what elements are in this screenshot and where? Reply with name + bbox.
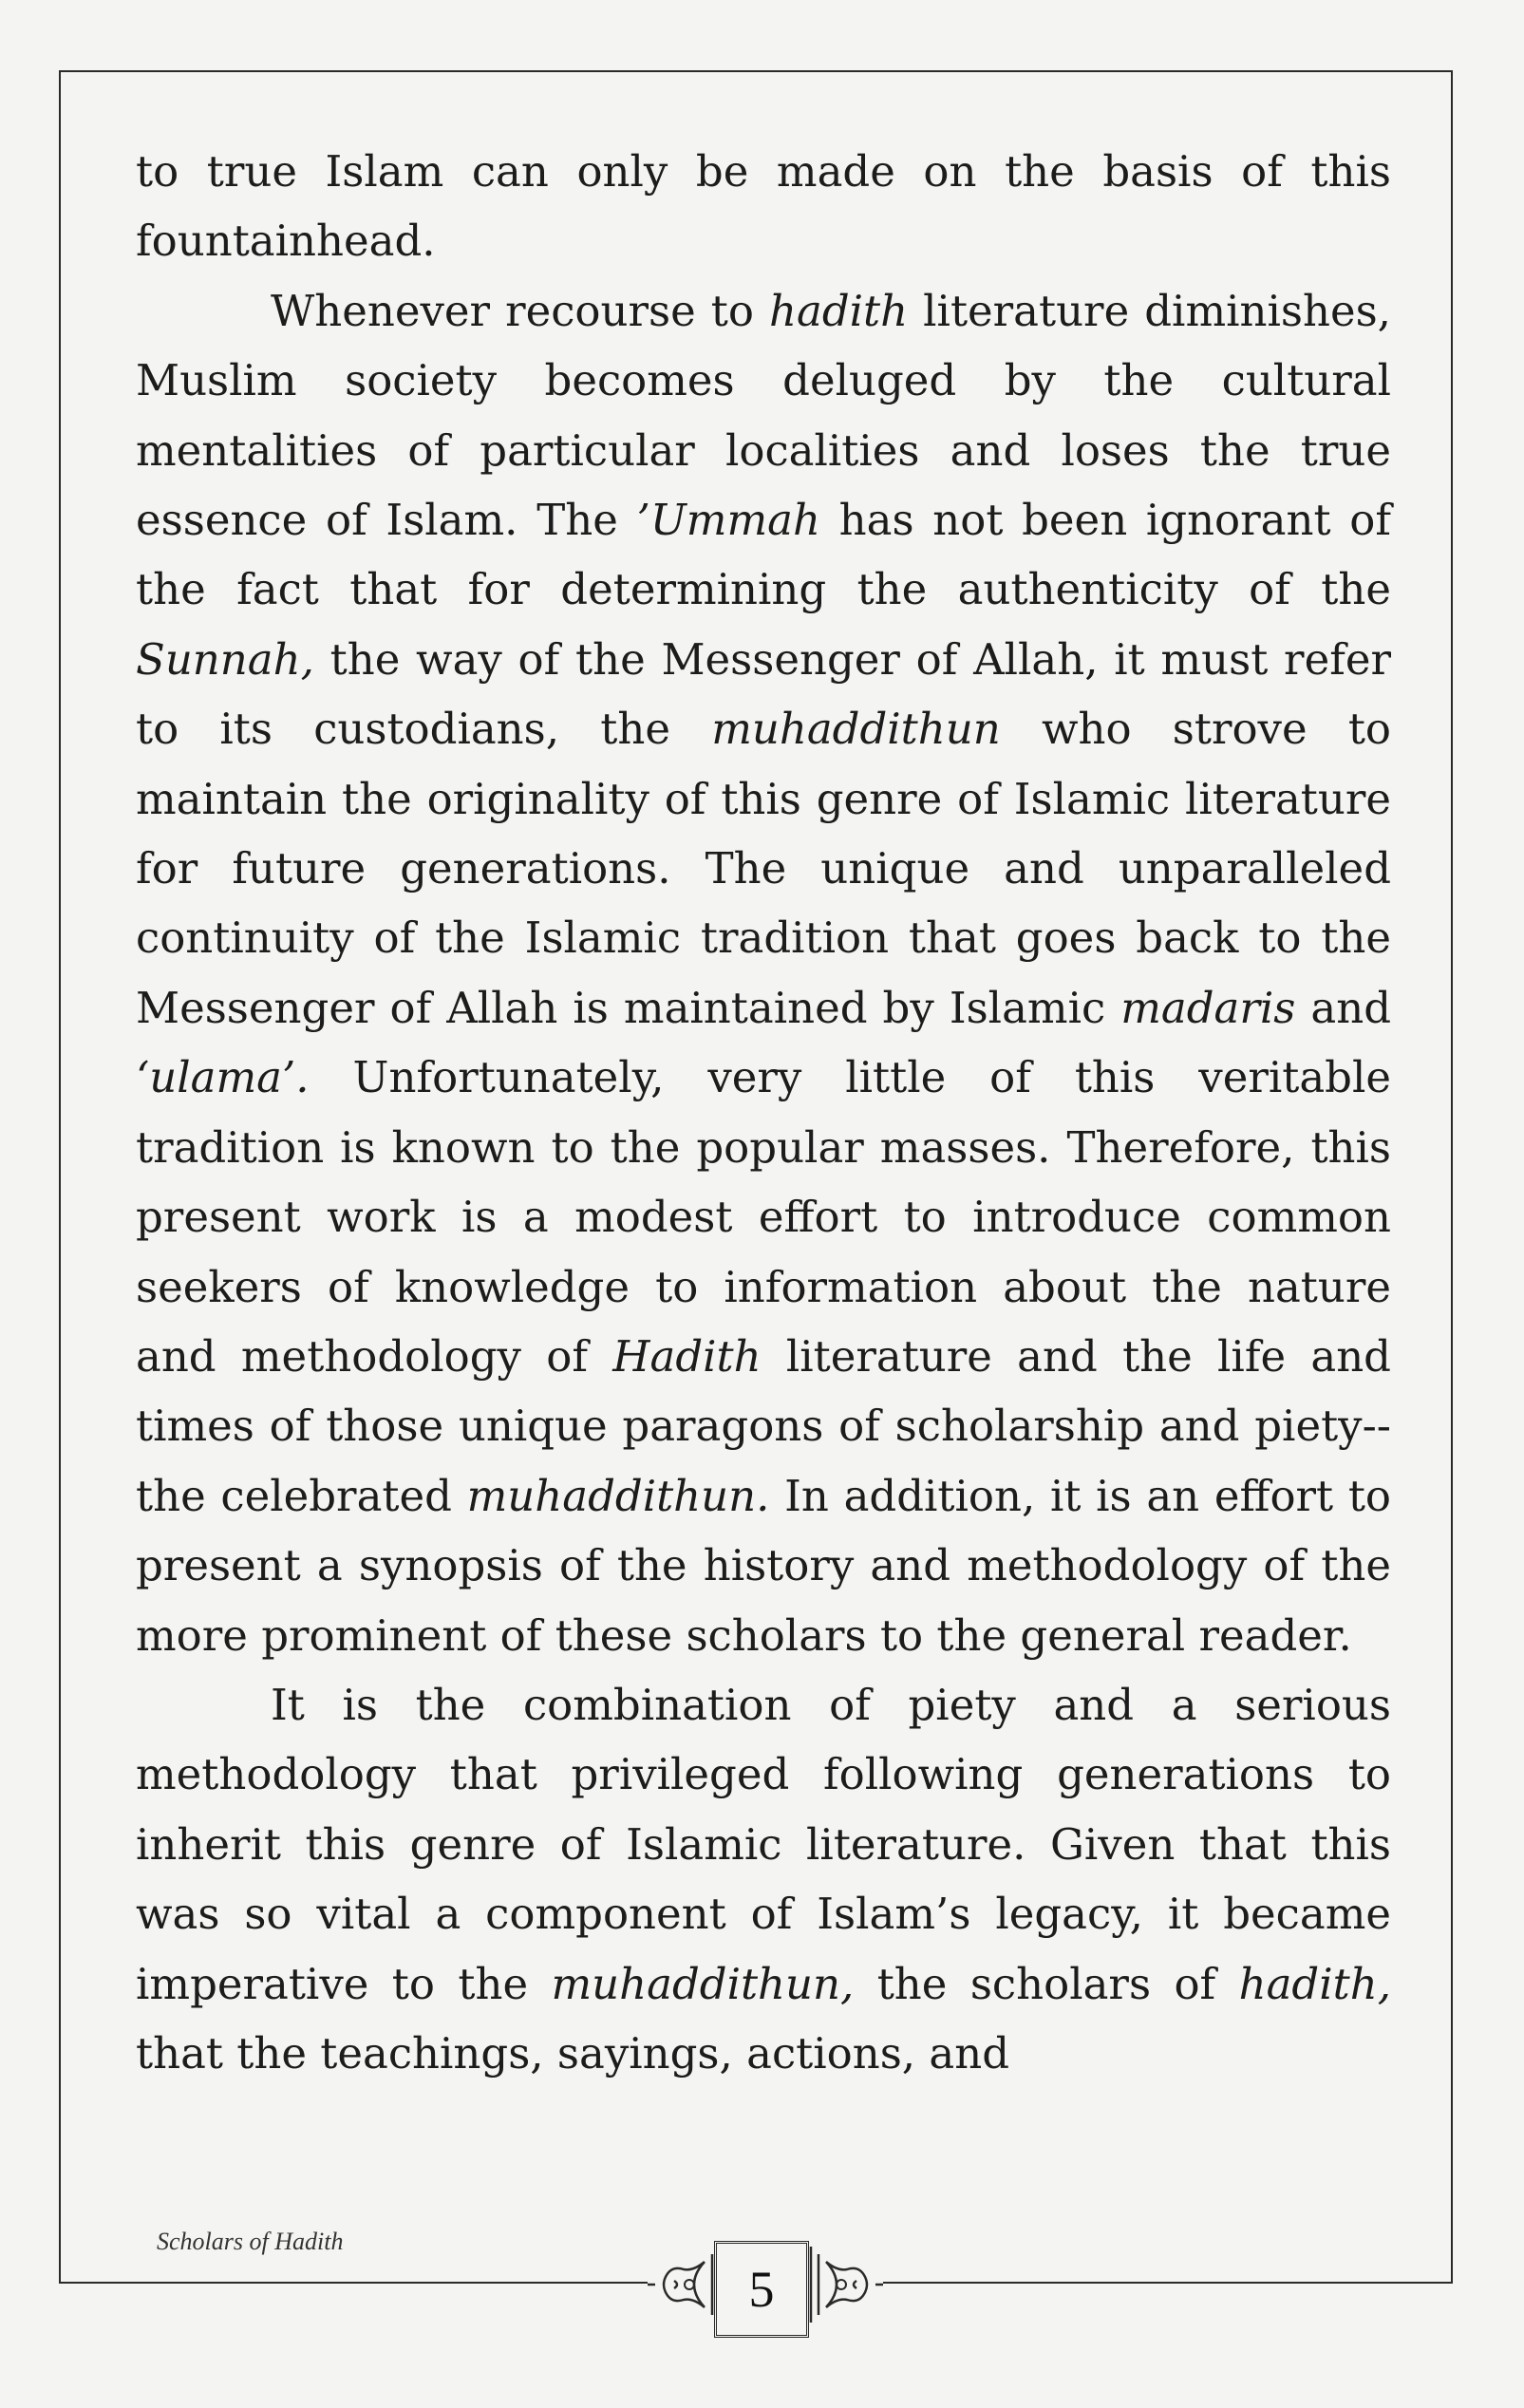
- italic-term: hadith: [769, 285, 909, 336]
- text-run: the way of the Messenger of Allah, it must refer to its custodians, the: [136, 633, 1391, 755]
- italic-term: muhaddithun.: [466, 1470, 770, 1521]
- italic-term: ‘ulama’.: [136, 1052, 310, 1103]
- italic-term: madaris: [1120, 982, 1296, 1033]
- text-run: who strove to maintain the originality of this genre of Islamic literature for future generations. The unique and unparalleled continuity of the Islamic tradition that goes back to the Messenger of Allah is maintained by Islamic: [136, 704, 1391, 1033]
- ornament-left-icon: [646, 2228, 722, 2342]
- text-run: It is the combination of piety and a serious methodology that privileged following generations to inherit this genre of Islamic literature. Given that this was so vital a component of Islam’s legacy, it became imperative to the: [136, 1679, 1391, 2009]
- italic-term: Sunnah,: [136, 633, 314, 685]
- text-run: Unfortunately, very little of this veritable tradition is known to the popular masses. Therefore, this present work is a modest effort to introduce common seekers of knowledge to information about the nature and methodology of: [136, 1052, 1391, 1382]
- body-text: [136, 137, 1391, 2088]
- text-run: the scholars of: [854, 1958, 1239, 2009]
- text-run: Whenever recourse to: [271, 285, 770, 336]
- text-run: to true Islam can only be made on the basis of this fountainhead.: [136, 146, 1391, 267]
- text-run: has not been ignorant of the fact that for determining the authenticity of the: [136, 495, 1392, 615]
- text-run: that the teachings, sayings, actions, and: [136, 2027, 1010, 2079]
- ornament-right-icon: [809, 2228, 885, 2342]
- text-run: and: [1295, 982, 1392, 1033]
- italic-term: muhaddithun: [711, 704, 1001, 755]
- italic-term: Hadith: [612, 1330, 762, 1382]
- footer-rule-left: [59, 2282, 648, 2284]
- page-number: 5: [714, 2241, 809, 2338]
- text-run: literature diminishes, Muslim society becomes deluged by the cultural mentalities of particular localities and loses the true essence of Islam. The: [136, 285, 1391, 546]
- italic-term: hadith,: [1238, 1958, 1392, 2009]
- paragraph-1: [136, 137, 1391, 276]
- footer-rule-right: [883, 2282, 1453, 2284]
- italic-term: muhaddithun,: [551, 1958, 855, 2009]
- text-run: In addition, it is an effort to present a synopsis of the history and methodology of the more prominent of these scholars to the general reader.: [136, 1470, 1392, 1661]
- paragraph-3: [136, 1670, 1391, 2088]
- running-title: Scholars of Hadith: [157, 2228, 344, 2255]
- text-run: literature and the life and times of those unique paragons of scholarship and piety--the celebrated: [136, 1330, 1391, 1521]
- paragraph-2: [136, 276, 1391, 1670]
- italic-term: ’Ummah: [636, 495, 820, 546]
